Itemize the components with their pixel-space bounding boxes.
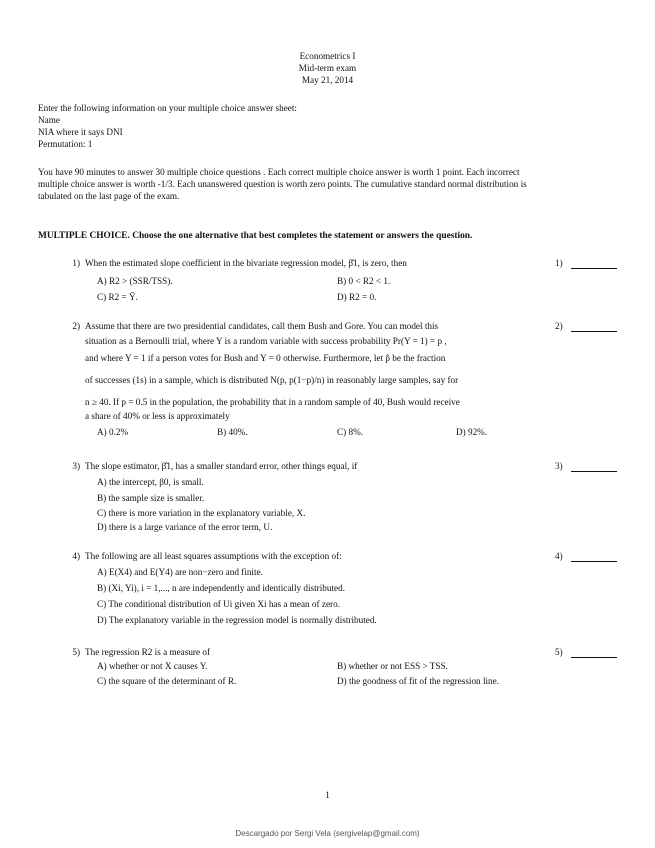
answer-blank[interactable] (571, 258, 617, 269)
answer-label: 5) (555, 647, 563, 657)
answer-blank[interactable] (571, 551, 617, 562)
answer-blank[interactable] (571, 461, 617, 472)
page-number: 1 (325, 790, 330, 800)
answer-label: 4) (555, 551, 563, 561)
instructions-nia: NIA where it says DNI (38, 127, 123, 137)
option-c: C) R2 = Ȳ. (97, 292, 138, 302)
option-a: A) 0.2% (97, 427, 129, 437)
answer-label: 2) (555, 321, 563, 331)
exam-title: Mid-term exam (298, 63, 357, 73)
instructions-name: Name (38, 115, 60, 125)
option-b: B) whether or not ESS > TSS. (337, 661, 448, 671)
question-number: 2) (72, 321, 80, 331)
option-b: B) the sample size is smaller. (97, 493, 205, 503)
exam-date: May 21, 2014 (301, 75, 354, 85)
option-c: C) The conditional distribution of Ui given Xi has a mean of zero. (97, 599, 340, 609)
answer-blank[interactable] (571, 647, 617, 658)
question-text-line: of successes (1s) in a sample, which is distributed N(p, p(1−p)/n) in reasonably large samples, say for (85, 375, 459, 385)
option-c: C) the square of the determinant of R. (97, 676, 237, 686)
option-d: D) 92%. (456, 427, 488, 437)
answer-label: 1) (555, 258, 563, 268)
option-a: A) the intercept, β0, is small. (97, 477, 204, 487)
option-c: C) there is more variation in the explanatory variable, X. (97, 508, 306, 518)
instructions-permutation: Permutation: 1 (38, 139, 93, 149)
option-d: D) there is a large variance of the error term, U. (97, 522, 273, 532)
option-b: B) (Xi, Yi), i = 1,..., n are independently and identically distributed. (97, 583, 345, 593)
rules-line: multiple choice answer is worth -1/3. Each unanswered question is worth zero points. The cumulative standard normal distribution is (38, 179, 527, 189)
course-title: Econometrics I (299, 51, 356, 61)
answer-blank[interactable] (571, 321, 617, 332)
question-text-line: n ≥ 40. If p = 0.5 in the population, the probability that in a random sample of 40, Bush would receive (85, 397, 460, 407)
option-b: B) 0 < R2 < 1. (337, 276, 391, 286)
option-d: D) R2 = 0. (337, 292, 377, 302)
option-a: A) R2 > (SSR/TSS). (97, 276, 173, 286)
question-text: The slope estimator, β̂1, has a smaller standard error, other things equal, if (85, 461, 358, 471)
answer-label: 3) (555, 461, 563, 471)
question-number: 5) (72, 647, 80, 657)
question-text: The following are all least squares assumptions with the exception of: (85, 551, 342, 561)
question-text-line: and where Y = 1 if a person votes for Bush and Y = 0 otherwise. Furthermore, let p̂ be the fraction (85, 353, 446, 363)
question-text: When the estimated slope coefficient in the bivariate regression model, β̂1, is zero, then (85, 258, 407, 268)
question-number: 3) (72, 461, 80, 471)
section-title: MULTIPLE CHOICE. Choose the one alternative that best completes the statement or answers the question. (38, 231, 473, 241)
option-d: D) the goodness of fit of the regression line. (337, 676, 500, 686)
option-c: C) 8%. (337, 427, 364, 437)
download-footer: Descargado por Sergi Vela (sergivelap@gmail.com) (235, 829, 420, 838)
option-a: A) whether or not X causes Y. (97, 661, 208, 671)
rules-line: You have 90 minutes to answer 30 multiple choice questions . Each correct multiple choice answer is worth 1 point. Each incorrect (38, 167, 520, 177)
option-b: B) 40%. (217, 427, 248, 437)
question-number: 4) (72, 551, 80, 561)
question-text: The regression R2 is a measure of (85, 647, 211, 657)
option-d: D) The explanatory variable in the regression model is normally distributed. (97, 615, 377, 625)
question-text-line: a share of 40% or less is approximately (85, 411, 230, 421)
question-text-line: situation as a Bernoulli trial, where Y is a random variable with success probability Pr(Y = 1) = p , (85, 336, 447, 346)
rules-line: tabulated on the last page of the exam. (38, 191, 180, 201)
question-number: 1) (72, 258, 80, 268)
question-text-line: Assume that there are two presidential candidates, call them Bush and Gore. You can model this (85, 321, 439, 331)
option-a: A) E(X4) and E(Y4) are non−zero and finite. (97, 567, 263, 577)
instructions-intro: Enter the following information on your multiple choice answer sheet: (38, 103, 297, 113)
